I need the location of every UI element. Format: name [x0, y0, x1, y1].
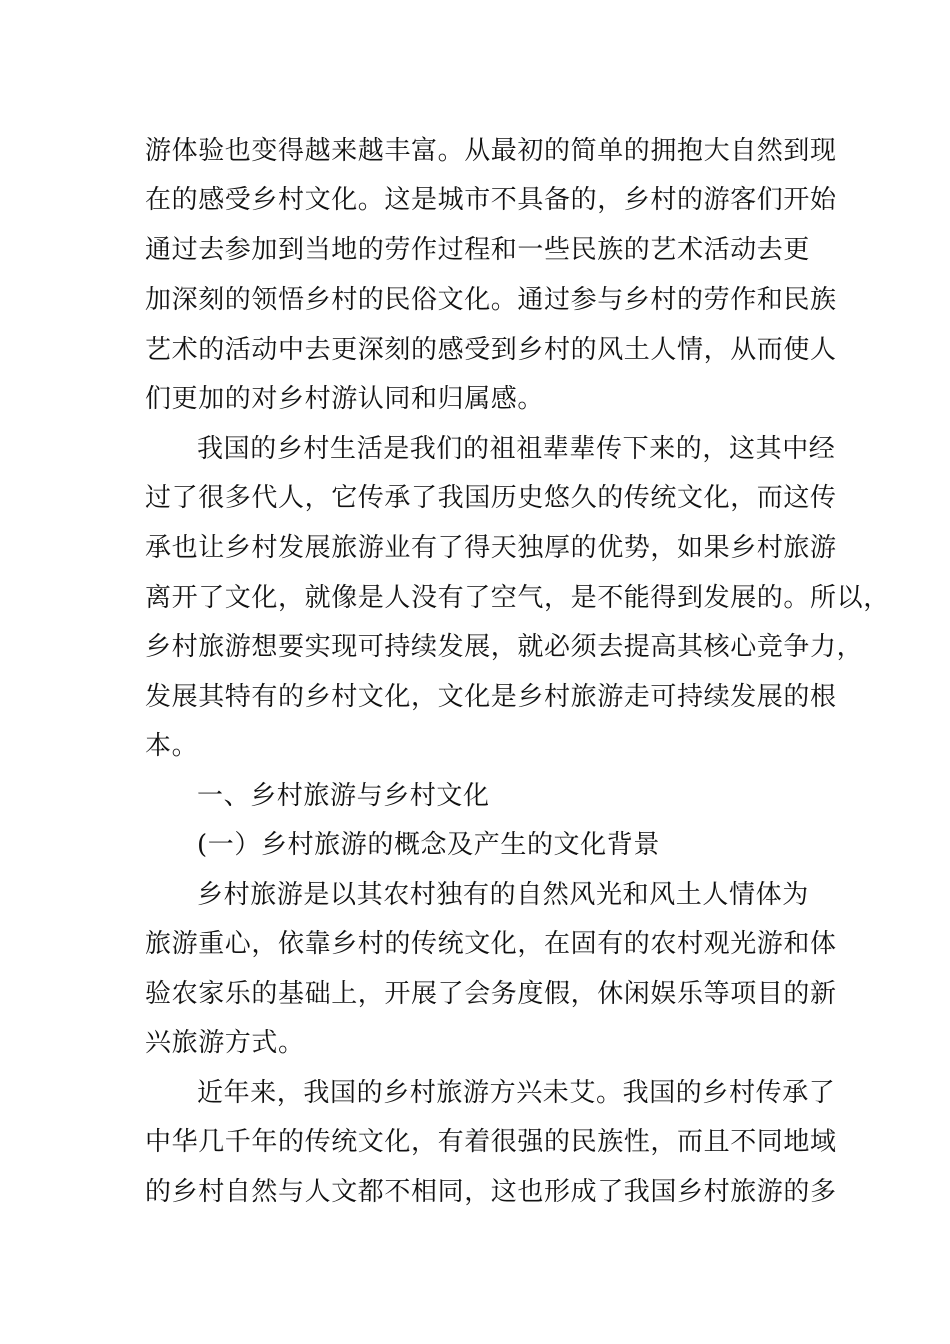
- text-line: 加深刻的领悟乡村的民俗文化。通过参与乡村的劳作和民族: [145, 285, 837, 315]
- text-line: 的乡村自然与人文都不相同，这也形成了我国乡村旅游的多: [145, 1177, 837, 1207]
- section-heading: 一、乡村旅游与乡村文化: [197, 781, 490, 811]
- text-line: 在的感受乡村文化。这是城市不具备的，乡村的游客们开始: [145, 185, 837, 215]
- text-line: 发展其特有的乡村文化，文化是乡村旅游走可持续发展的根: [145, 682, 837, 712]
- text-line: 中华几千年的传统文化，有着很强的民族性，而且不同地域: [145, 1127, 837, 1157]
- text-line: 兴旅游方式。: [145, 1028, 305, 1058]
- text-line: 通过去参加到当地的劳作过程和一些民族的艺术活动去更: [145, 235, 811, 265]
- subsection-heading: (一）乡村旅游的概念及产生的文化背景: [197, 830, 660, 860]
- text-line: 们更加的对乡村游认同和归属感。: [145, 384, 545, 414]
- text-line: 乡村旅游是以其农村独有的自然风光和风土人情体为: [197, 880, 809, 910]
- text-line: 乡村旅游想要实现可持续发展，就必须去提高其核心竞争力，: [145, 632, 864, 662]
- text-line: 过了很多代人，它传承了我国历史悠久的传统文化，而这传: [145, 483, 837, 513]
- text-line: 近年来，我国的乡村旅游方兴未艾。我国的乡村传承了: [197, 1078, 836, 1108]
- text-line: 本。: [145, 731, 199, 761]
- text-line: 验农家乐的基础上，开展了会务度假，休闲娱乐等项目的新: [145, 979, 837, 1009]
- text-line: 我国的乡村生活是我们的祖祖辈辈传下来的，这其中经: [197, 434, 836, 464]
- text-line: 离开了文化，就像是人没有了空气，是不能得到发展的。所以，: [145, 583, 890, 613]
- text-line: 游体验也变得越来越丰富。从最初的简单的拥抱大自然到现: [145, 136, 837, 166]
- text-line: 艺术的活动中去更深刻的感受到乡村的风土人情，从而使人: [145, 335, 837, 365]
- text-line: 旅游重心，依靠乡村的传统文化，在固有的农村观光游和体: [145, 929, 837, 959]
- text-line: 承也让乡村发展旅游业有了得天独厚的优势，如果乡村旅游: [145, 533, 837, 563]
